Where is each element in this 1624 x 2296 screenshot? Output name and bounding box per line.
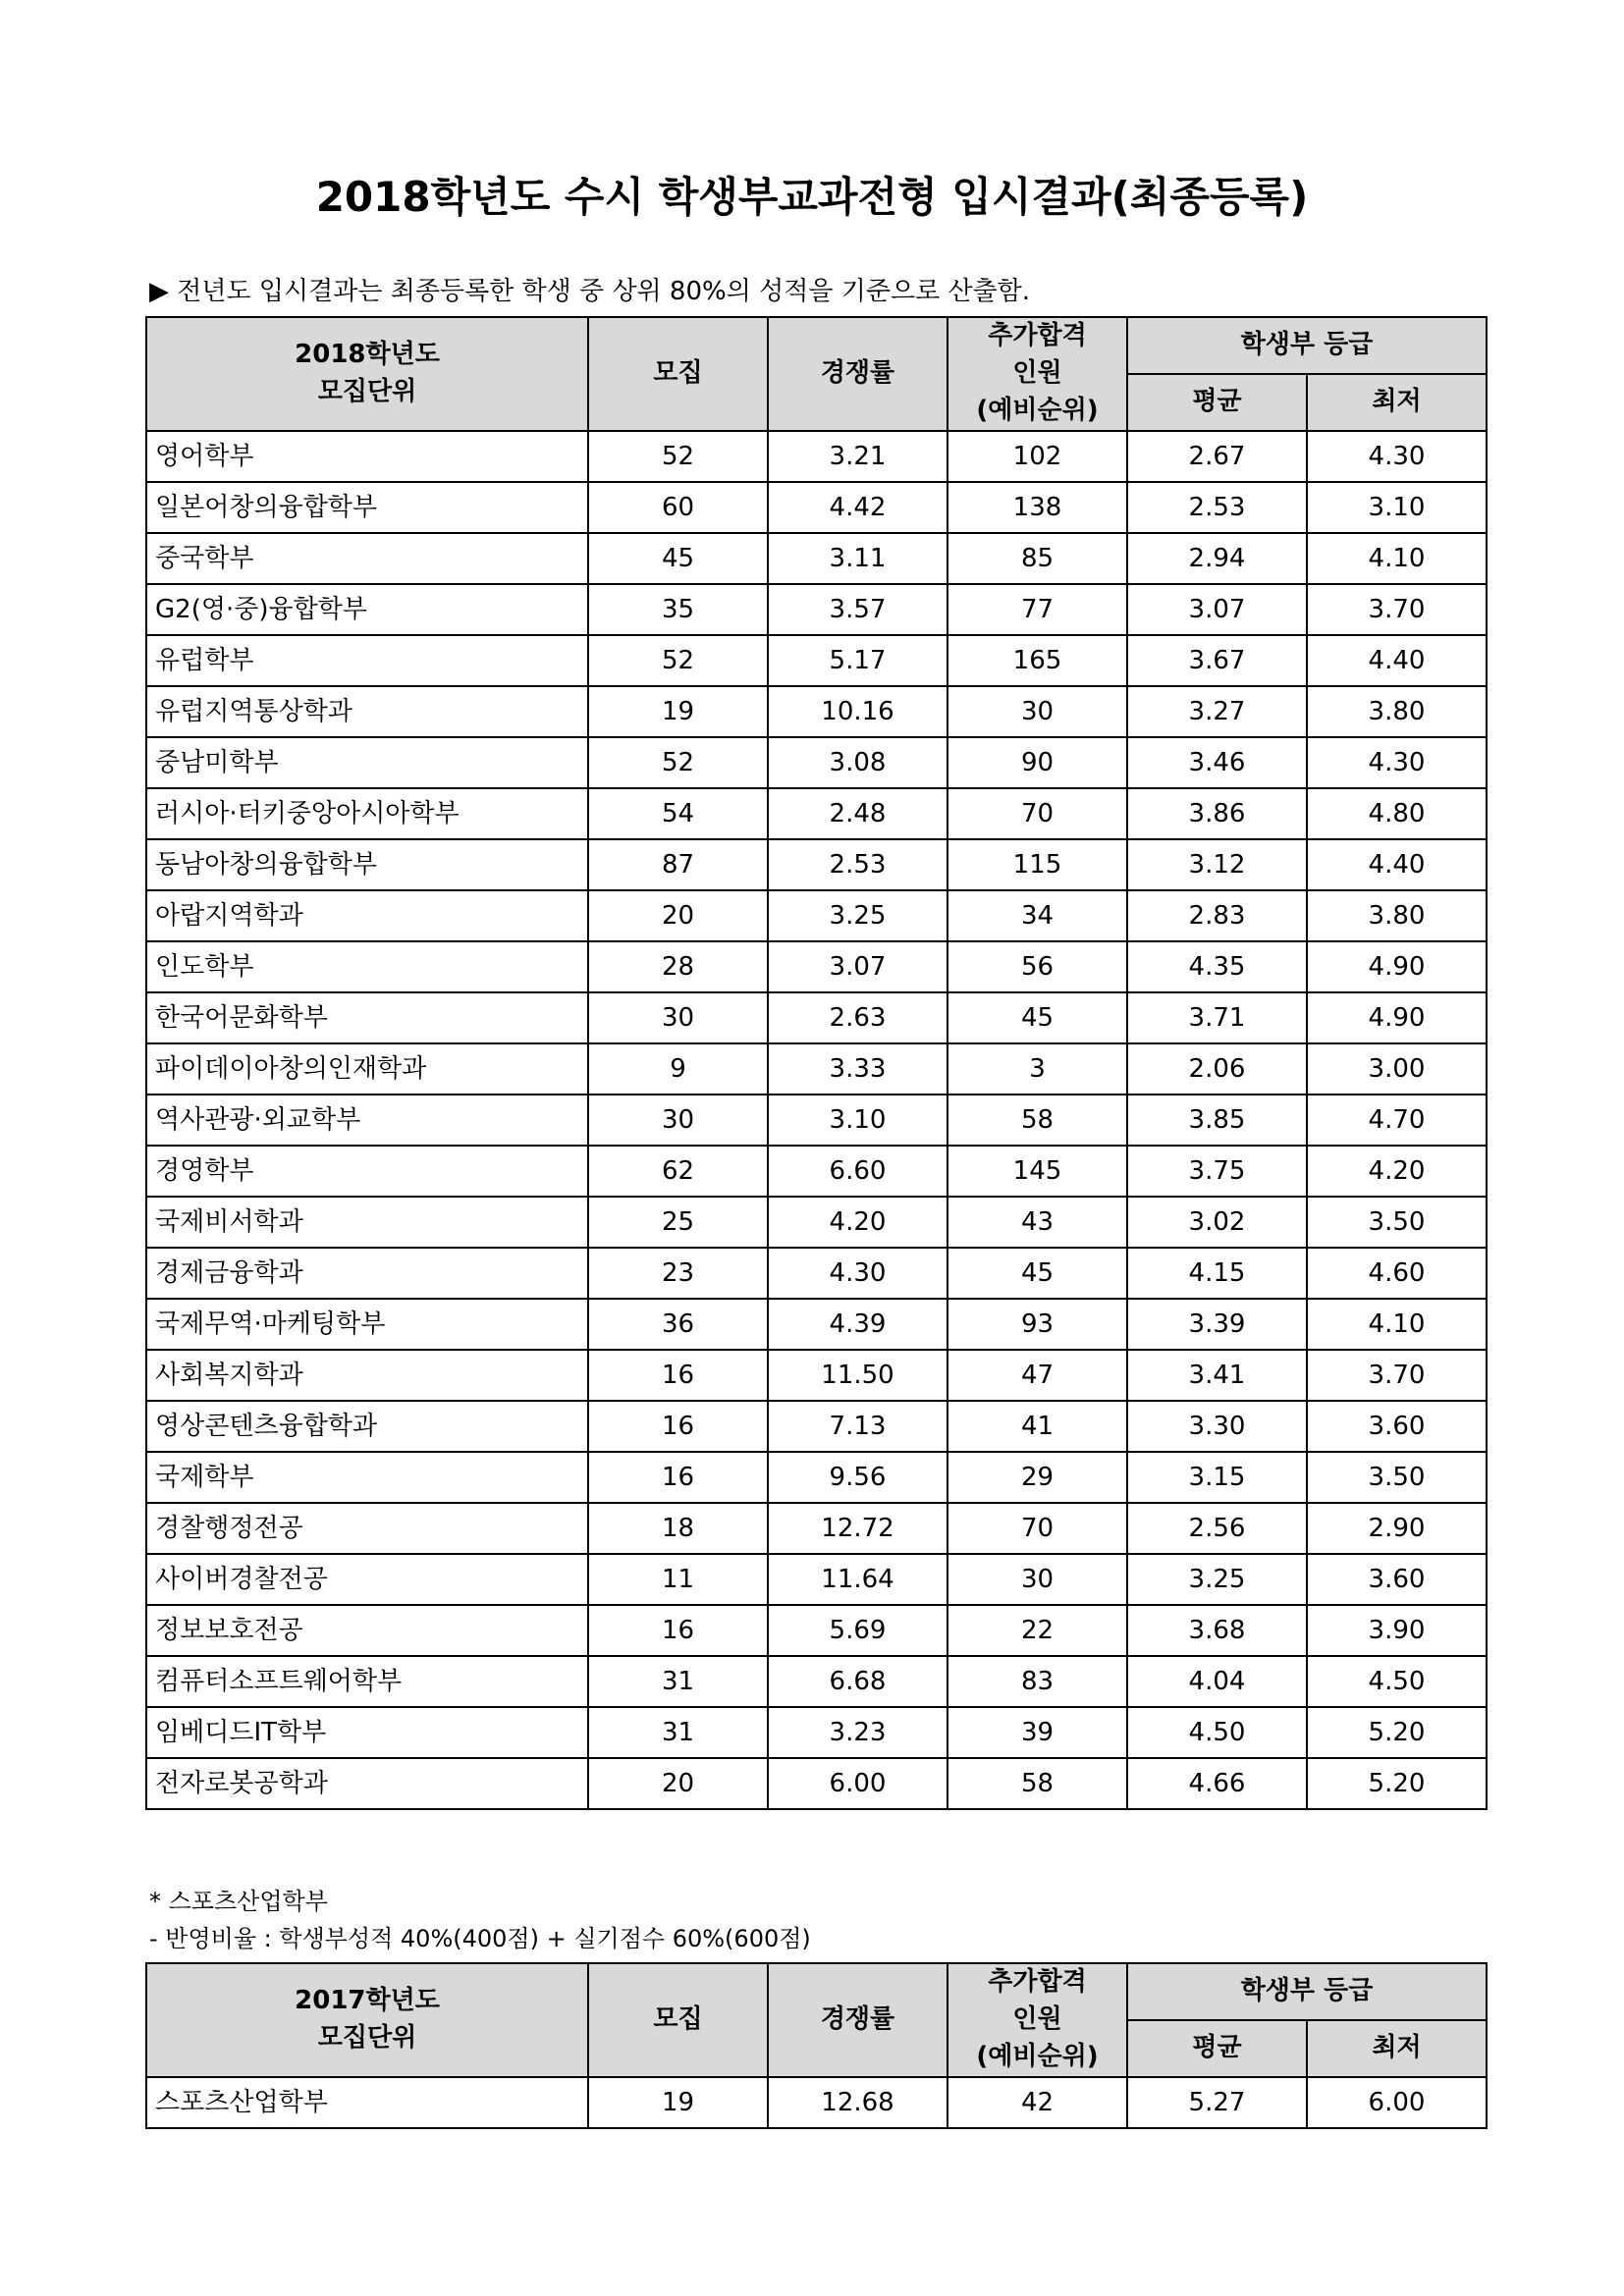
- cell-grade-avg: 3.86: [1127, 788, 1307, 839]
- cell-grade-avg: 3.02: [1127, 1197, 1307, 1248]
- cell-unit-name: 일본어창의융합학부: [146, 482, 588, 533]
- table-row: [146, 431, 1487, 482]
- cell-grade-avg: 2.56: [1127, 1503, 1307, 1554]
- cell-grade-min: 5.20: [1307, 1707, 1487, 1758]
- sports-table-row: [146, 2077, 1487, 2128]
- cell-extra: 39: [947, 1707, 1127, 1758]
- header-unit-label: 모집단위: [317, 377, 417, 406]
- cell-recruit: 52: [588, 431, 768, 482]
- footnote-ratio: - 반영비율 : 학생부성적 40%(400점) + 실기점수 60%(600점): [149, 1925, 811, 1952]
- cell-recruit: 52: [588, 635, 768, 686]
- cell-competition: 4.39: [768, 1299, 947, 1350]
- cell-extra: 85: [947, 533, 1127, 584]
- cell-recruit: 25: [588, 1197, 768, 1248]
- cell-unit-name: 정보보호전공: [146, 1605, 588, 1656]
- cell-recruit: 16: [588, 1401, 768, 1452]
- table-row: [146, 584, 1487, 635]
- cell-recruit: 19: [588, 2077, 768, 2128]
- cell-unit-name: 유럽지역통상학과: [146, 686, 588, 737]
- cell-extra: 90: [947, 737, 1127, 788]
- sports-header-unit-label: 모집단위: [317, 2023, 417, 2053]
- cell-recruit: 16: [588, 1452, 768, 1503]
- header-extra-line2: 인원: [1012, 358, 1062, 389]
- header-competition: 경쟁률: [768, 317, 947, 431]
- cell-grade-avg: 3.41: [1127, 1350, 1307, 1401]
- cell-recruit: 36: [588, 1299, 768, 1350]
- cell-competition: 3.10: [768, 1095, 947, 1146]
- table-row: [146, 788, 1487, 839]
- cell-extra: 3: [947, 1043, 1127, 1095]
- cell-grade-avg: 3.30: [1127, 1401, 1307, 1452]
- cell-extra: 45: [947, 1248, 1127, 1299]
- cell-extra: 93: [947, 1299, 1127, 1350]
- table-row: [146, 533, 1487, 584]
- cell-competition: 3.57: [768, 584, 947, 635]
- sports-header-competition: 경쟁률: [768, 1963, 947, 2077]
- cell-grade-min: 3.50: [1307, 1197, 1487, 1248]
- cell-grade-avg: 4.04: [1127, 1656, 1307, 1707]
- cell-unit-name: 영어학부: [146, 431, 588, 482]
- cell-grade-min: 4.40: [1307, 839, 1487, 890]
- cell-grade-avg: 2.53: [1127, 482, 1307, 533]
- cell-unit-name: 인도학부: [146, 941, 588, 992]
- cell-grade-avg: 4.15: [1127, 1248, 1307, 1299]
- cell-grade-min: 3.90: [1307, 1605, 1487, 1656]
- sports-header-extra: [947, 1963, 1127, 2077]
- sports-header-grade-min: 최저: [1307, 2020, 1487, 2077]
- table-row: [146, 992, 1487, 1043]
- sports-header-extra-line2: 인원: [1012, 2004, 1062, 2035]
- cell-grade-avg: 3.27: [1127, 686, 1307, 737]
- table-row: [146, 635, 1487, 686]
- sports-header-recruit: 모집: [588, 1963, 768, 2077]
- cell-unit-name: 사이버경찰전공: [146, 1554, 588, 1605]
- sports-header-extra-line3: (예비순위): [976, 2041, 1099, 2071]
- cell-extra: 42: [947, 2077, 1127, 2128]
- cell-unit-name: 중남미학부: [146, 737, 588, 788]
- cell-grade-min: 6.00: [1307, 2077, 1487, 2128]
- cell-competition: 4.30: [768, 1248, 947, 1299]
- cell-unit-name: 아랍지역학과: [146, 890, 588, 941]
- cell-competition: 11.50: [768, 1350, 947, 1401]
- cell-grade-avg: 2.83: [1127, 890, 1307, 941]
- cell-extra: 70: [947, 788, 1127, 839]
- table-row: [146, 1146, 1487, 1197]
- cell-competition: 4.42: [768, 482, 947, 533]
- cell-unit-name: 스포츠산업학부: [146, 2077, 588, 2128]
- cell-grade-min: 3.60: [1307, 1401, 1487, 1452]
- cell-extra: 138: [947, 482, 1127, 533]
- header-recruit: 모집: [588, 317, 768, 431]
- cell-competition: 12.68: [768, 2077, 947, 2128]
- cell-grade-min: 4.80: [1307, 788, 1487, 839]
- cell-competition: 3.23: [768, 1707, 947, 1758]
- cell-grade-min: 4.70: [1307, 1095, 1487, 1146]
- cell-competition: 5.69: [768, 1605, 947, 1656]
- cell-recruit: 16: [588, 1605, 768, 1656]
- cell-competition: 2.63: [768, 992, 947, 1043]
- cell-competition: 3.07: [768, 941, 947, 992]
- sports-results-table: [145, 1962, 1488, 2129]
- cell-recruit: 52: [588, 737, 768, 788]
- cell-grade-min: 2.90: [1307, 1503, 1487, 1554]
- criteria-note: ▶ 전년도 입시결과는 최종등록한 학생 중 상위 80%의 성적을 기준으로 산출함.: [149, 277, 1031, 306]
- cell-grade-avg: 3.71: [1127, 992, 1307, 1043]
- cell-extra: 29: [947, 1452, 1127, 1503]
- header-extra: [947, 317, 1127, 431]
- cell-recruit: 20: [588, 1758, 768, 1809]
- cell-grade-min: 3.80: [1307, 890, 1487, 941]
- header-grade-group: 학생부 등급: [1127, 317, 1487, 374]
- cell-extra: 102: [947, 431, 1127, 482]
- sports-header-unit-year: 2017학년도: [295, 1986, 440, 2016]
- header-extra-line3: (예비순위): [976, 395, 1099, 425]
- cell-extra: 45: [947, 992, 1127, 1043]
- cell-grade-avg: 3.68: [1127, 1605, 1307, 1656]
- cell-recruit: 18: [588, 1503, 768, 1554]
- cell-recruit: 35: [588, 584, 768, 635]
- page-title: 2018학년도 수시 학생부교과전형 입시결과(최종등록): [315, 173, 1309, 221]
- cell-grade-min: 4.90: [1307, 941, 1487, 992]
- cell-unit-name: 국제학부: [146, 1452, 588, 1503]
- cell-unit-name: 경영학부: [146, 1146, 588, 1197]
- cell-extra: 83: [947, 1656, 1127, 1707]
- cell-grade-avg: 2.06: [1127, 1043, 1307, 1095]
- cell-unit-name: 영상콘텐츠융합학과: [146, 1401, 588, 1452]
- cell-competition: 6.68: [768, 1656, 947, 1707]
- cell-grade-avg: 4.50: [1127, 1707, 1307, 1758]
- header-grade-min: 최저: [1307, 374, 1487, 431]
- table-row: [146, 1656, 1487, 1707]
- header-grade-avg: 평균: [1127, 374, 1307, 431]
- cell-grade-min: 3.60: [1307, 1554, 1487, 1605]
- cell-recruit: 60: [588, 482, 768, 533]
- cell-grade-min: 4.10: [1307, 1299, 1487, 1350]
- cell-competition: 3.25: [768, 890, 947, 941]
- cell-competition: 2.48: [768, 788, 947, 839]
- cell-extra: 165: [947, 635, 1127, 686]
- cell-unit-name: 유럽학부: [146, 635, 588, 686]
- main-table-body: [146, 431, 1487, 1809]
- cell-competition: 9.56: [768, 1452, 947, 1503]
- cell-recruit: 87: [588, 839, 768, 890]
- sports-header-grade-group: 학생부 등급: [1127, 1963, 1487, 2020]
- table-row: [146, 1248, 1487, 1299]
- table-row: [146, 1401, 1487, 1452]
- sports-table-body: [146, 2077, 1487, 2128]
- cell-extra: 58: [947, 1758, 1127, 1809]
- cell-grade-avg: 3.85: [1127, 1095, 1307, 1146]
- cell-grade-avg: 4.35: [1127, 941, 1307, 992]
- cell-extra: 58: [947, 1095, 1127, 1146]
- cell-recruit: 31: [588, 1656, 768, 1707]
- cell-recruit: 62: [588, 1146, 768, 1197]
- cell-extra: 56: [947, 941, 1127, 992]
- cell-competition: 3.33: [768, 1043, 947, 1095]
- cell-recruit: 30: [588, 992, 768, 1043]
- cell-extra: 30: [947, 1554, 1127, 1605]
- admissions-results-table: [145, 316, 1488, 1810]
- cell-unit-name: 한국어문화학부: [146, 992, 588, 1043]
- cell-recruit: 28: [588, 941, 768, 992]
- cell-competition: 7.13: [768, 1401, 947, 1452]
- cell-extra: 43: [947, 1197, 1127, 1248]
- cell-unit-name: 경찰행정전공: [146, 1503, 588, 1554]
- header-extra-line1: 추가합격: [988, 321, 1087, 351]
- cell-unit-name: 국제무역·마케팅학부: [146, 1299, 588, 1350]
- table-row: [146, 1503, 1487, 1554]
- table-row: [146, 1707, 1487, 1758]
- cell-recruit: 19: [588, 686, 768, 737]
- cell-competition: 6.00: [768, 1758, 947, 1809]
- cell-recruit: 31: [588, 1707, 768, 1758]
- cell-grade-avg: 3.39: [1127, 1299, 1307, 1350]
- sports-header-extra-line1: 추가합격: [988, 1967, 1087, 1998]
- cell-recruit: 45: [588, 533, 768, 584]
- cell-unit-name: 러시아·터키중앙아시아학부: [146, 788, 588, 839]
- table-row: [146, 1350, 1487, 1401]
- cell-grade-avg: 3.25: [1127, 1554, 1307, 1605]
- cell-unit-name: 동남아창의융합학부: [146, 839, 588, 890]
- cell-recruit: 54: [588, 788, 768, 839]
- cell-unit-name: G2(영·중)융합학부: [146, 584, 588, 635]
- table-row: [146, 839, 1487, 890]
- cell-grade-avg: 2.67: [1127, 431, 1307, 482]
- cell-extra: 145: [947, 1146, 1127, 1197]
- cell-recruit: 20: [588, 890, 768, 941]
- cell-grade-min: 3.00: [1307, 1043, 1487, 1095]
- table-row: [146, 1605, 1487, 1656]
- cell-unit-name: 국제비서학과: [146, 1197, 588, 1248]
- footnote-sports: * 스포츠산업학부: [149, 1888, 328, 1915]
- cell-grade-avg: 4.66: [1127, 1758, 1307, 1809]
- table-row: [146, 1095, 1487, 1146]
- table-row: [146, 737, 1487, 788]
- sports-header-grade-avg: 평균: [1127, 2020, 1307, 2077]
- cell-competition: 2.53: [768, 839, 947, 890]
- cell-extra: 34: [947, 890, 1127, 941]
- cell-grade-min: 3.50: [1307, 1452, 1487, 1503]
- cell-extra: 70: [947, 1503, 1127, 1554]
- cell-recruit: 23: [588, 1248, 768, 1299]
- cell-grade-min: 4.20: [1307, 1146, 1487, 1197]
- cell-unit-name: 경제금융학과: [146, 1248, 588, 1299]
- cell-unit-name: 사회복지학과: [146, 1350, 588, 1401]
- cell-grade-min: 3.80: [1307, 686, 1487, 737]
- cell-grade-min: 3.70: [1307, 584, 1487, 635]
- table-row: [146, 1197, 1487, 1248]
- cell-recruit: 9: [588, 1043, 768, 1095]
- cell-extra: 47: [947, 1350, 1127, 1401]
- cell-grade-avg: 3.07: [1127, 584, 1307, 635]
- cell-competition: 5.17: [768, 635, 947, 686]
- cell-recruit: 11: [588, 1554, 768, 1605]
- cell-competition: 3.08: [768, 737, 947, 788]
- header-unit-year: 2018학년도: [295, 340, 440, 370]
- cell-grade-min: 3.70: [1307, 1350, 1487, 1401]
- table-row: [146, 686, 1487, 737]
- table-row: [146, 1554, 1487, 1605]
- cell-grade-min: 4.40: [1307, 635, 1487, 686]
- cell-competition: 11.64: [768, 1554, 947, 1605]
- cell-unit-name: 컴퓨터소프트웨어학부: [146, 1656, 588, 1707]
- cell-grade-avg: 3.12: [1127, 839, 1307, 890]
- table-row: [146, 941, 1487, 992]
- cell-grade-min: 5.20: [1307, 1758, 1487, 1809]
- cell-competition: 12.72: [768, 1503, 947, 1554]
- cell-grade-min: 3.10: [1307, 482, 1487, 533]
- cell-grade-min: 4.50: [1307, 1656, 1487, 1707]
- cell-grade-avg: 5.27: [1127, 2077, 1307, 2128]
- cell-unit-name: 역사관광·외교학부: [146, 1095, 588, 1146]
- header-unit: [146, 317, 588, 431]
- cell-competition: 3.11: [768, 533, 947, 584]
- cell-extra: 22: [947, 1605, 1127, 1656]
- cell-competition: 4.20: [768, 1197, 947, 1248]
- cell-unit-name: 전자로봇공학과: [146, 1758, 588, 1809]
- cell-grade-min: 4.30: [1307, 431, 1487, 482]
- cell-grade-min: 4.10: [1307, 533, 1487, 584]
- cell-extra: 77: [947, 584, 1127, 635]
- cell-extra: 115: [947, 839, 1127, 890]
- cell-grade-avg: 3.75: [1127, 1146, 1307, 1197]
- cell-grade-avg: 3.46: [1127, 737, 1307, 788]
- cell-recruit: 30: [588, 1095, 768, 1146]
- table-row: [146, 1299, 1487, 1350]
- cell-recruit: 16: [588, 1350, 768, 1401]
- cell-unit-name: 임베디드IT학부: [146, 1707, 588, 1758]
- cell-grade-avg: 3.67: [1127, 635, 1307, 686]
- table-row: [146, 1452, 1487, 1503]
- cell-extra: 30: [947, 686, 1127, 737]
- sports-header-unit: [146, 1963, 588, 2077]
- cell-extra: 41: [947, 1401, 1127, 1452]
- cell-grade-min: 4.90: [1307, 992, 1487, 1043]
- table-row: [146, 890, 1487, 941]
- cell-grade-min: 4.30: [1307, 737, 1487, 788]
- cell-competition: 6.60: [768, 1146, 947, 1197]
- table-row: [146, 482, 1487, 533]
- cell-unit-name: 파이데이아창의인재학과: [146, 1043, 588, 1095]
- table-row: [146, 1758, 1487, 1809]
- cell-competition: 10.16: [768, 686, 947, 737]
- table-row: [146, 1043, 1487, 1095]
- cell-grade-avg: 2.94: [1127, 533, 1307, 584]
- cell-grade-min: 4.60: [1307, 1248, 1487, 1299]
- cell-grade-avg: 3.15: [1127, 1452, 1307, 1503]
- cell-unit-name: 중국학부: [146, 533, 588, 584]
- cell-competition: 3.21: [768, 431, 947, 482]
